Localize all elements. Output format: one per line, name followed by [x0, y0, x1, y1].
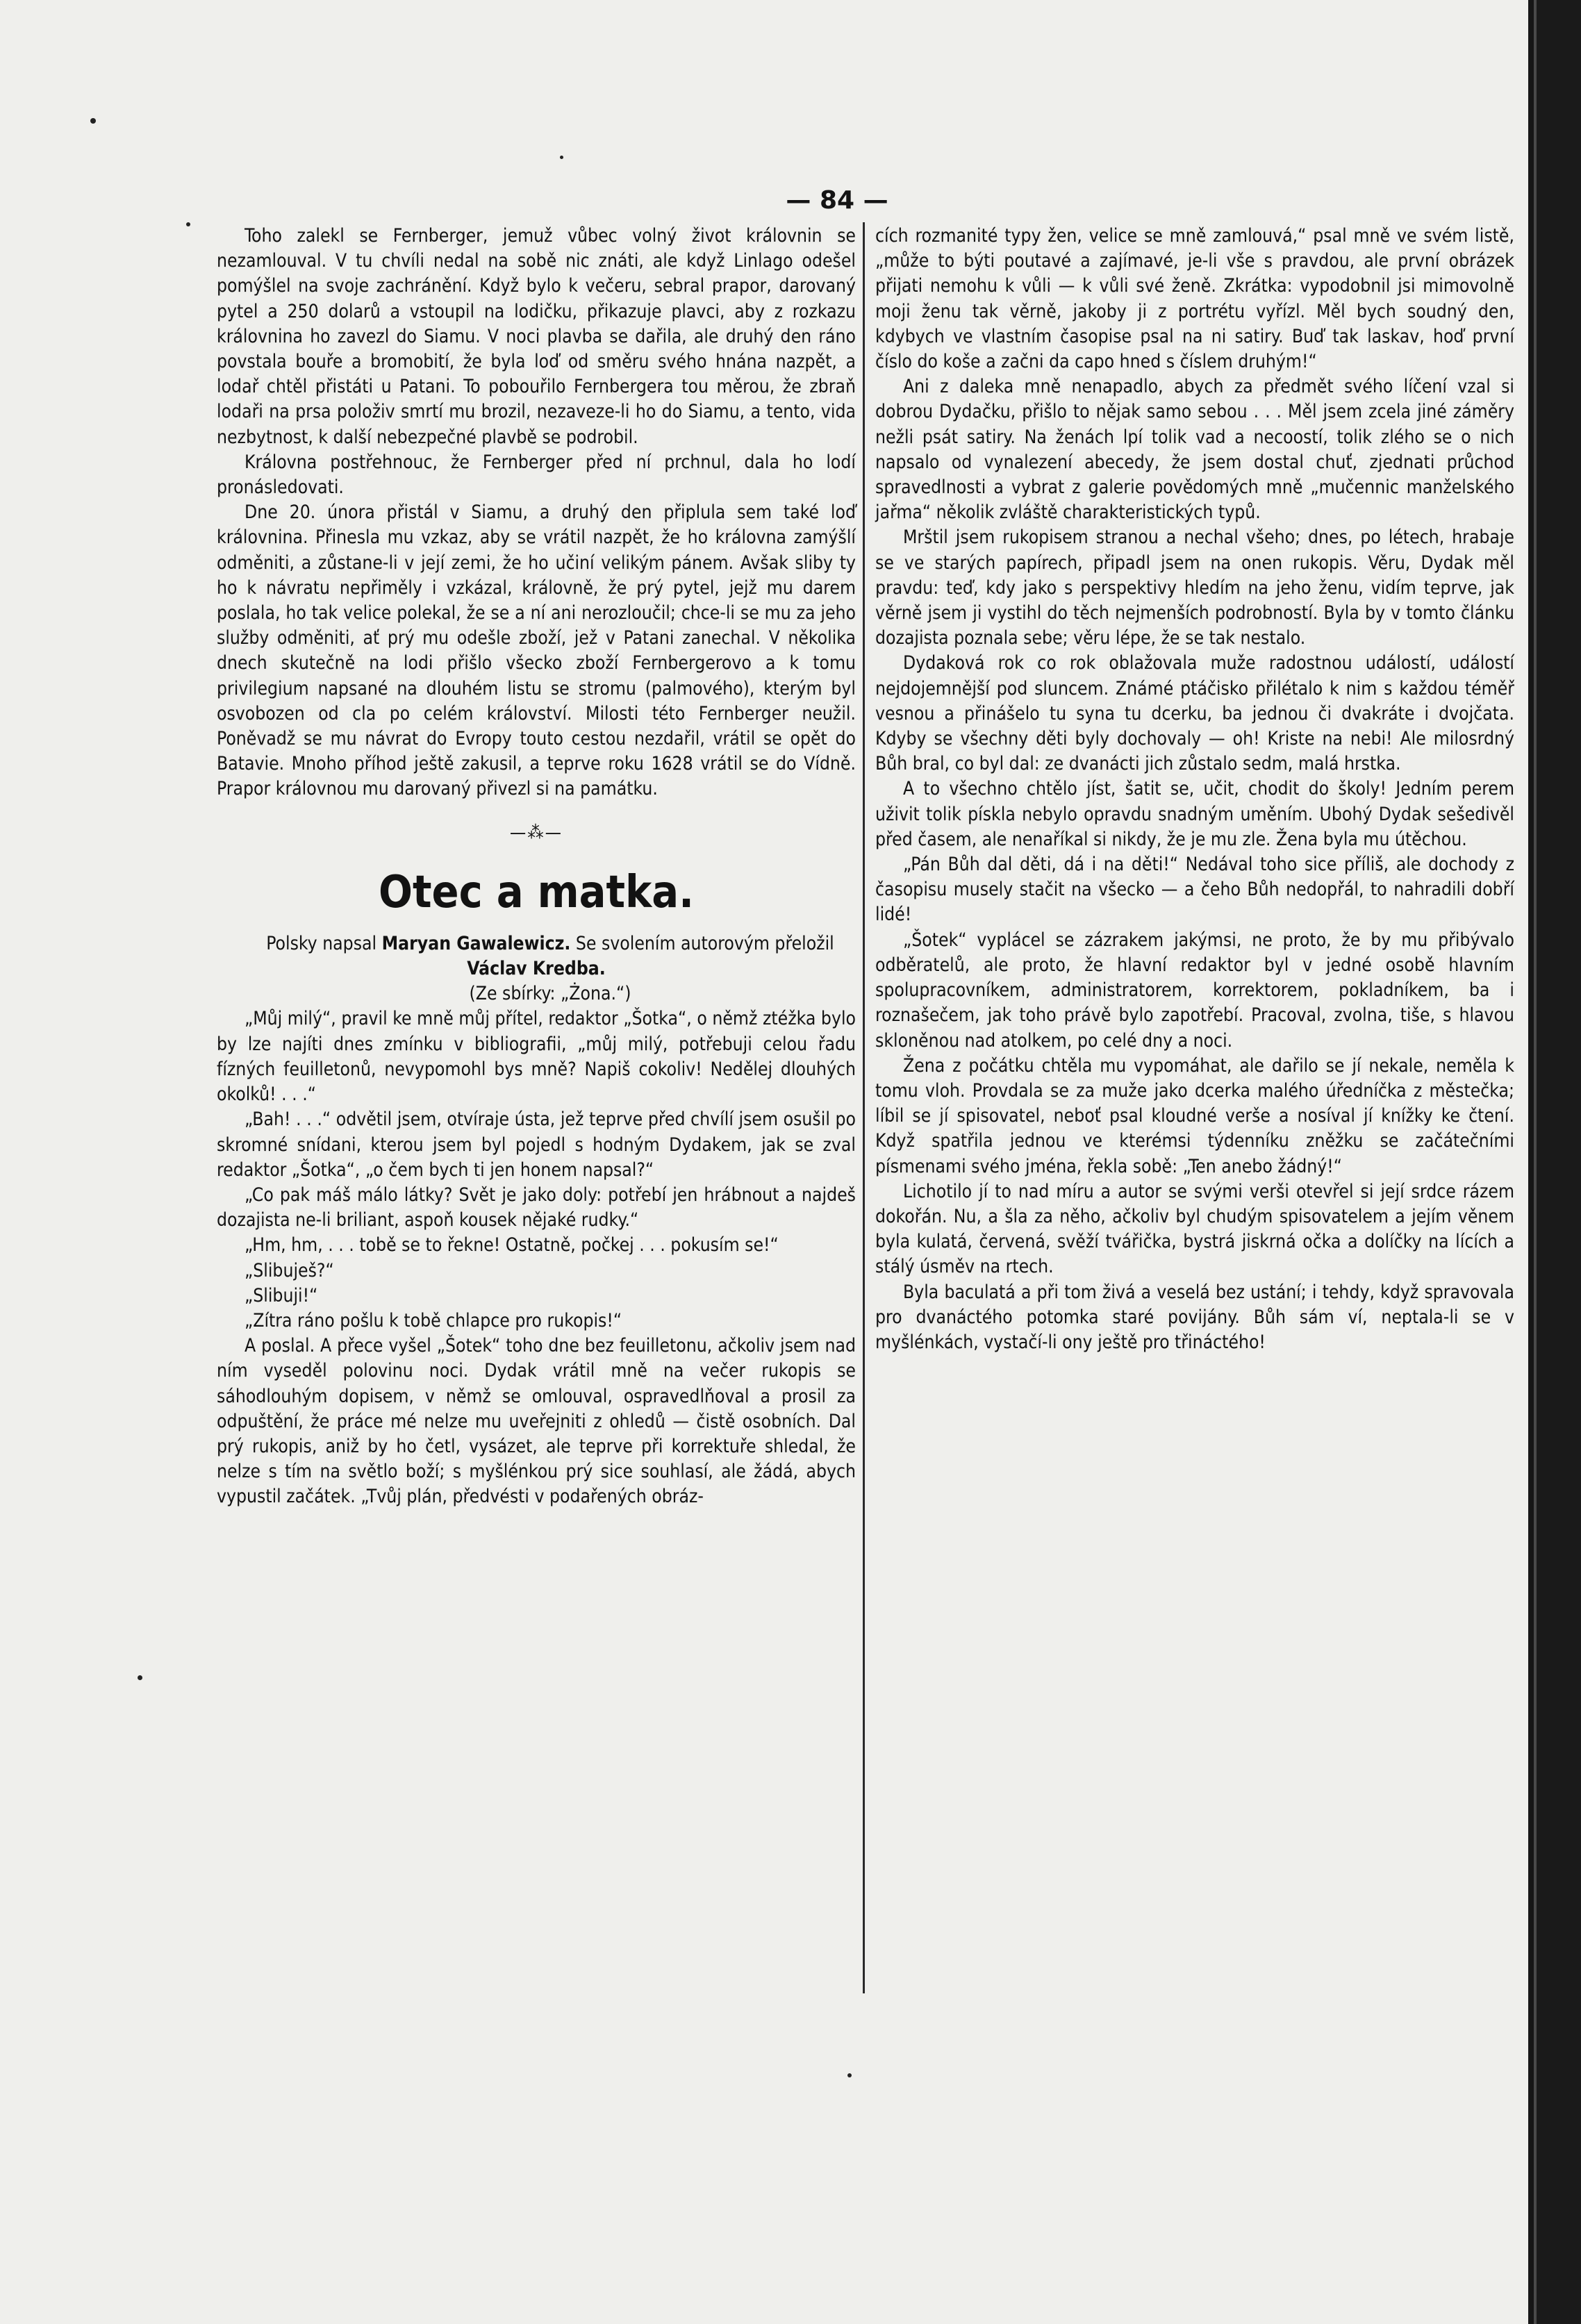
source-note: (Ze sbírky: „Żona.“): [469, 983, 631, 1005]
author-name: Maryan Gawalewicz.: [381, 933, 571, 954]
paragraph: cích rozmanité typy žen, velice se mně zamlouvá,“ psal mně ve svém listě, „může to býti poutavé a zajímavé, je-li vše s pravdou, ale první obrázek přijati nemohu k vůli — k vůli své ženě. Zkrátka: vypodobnil jsi mimovolně moji ženu tak věrně, jakoby ji z portrétu vyřízl. Měl bych soudný den, kdybych ve vlastním časopise psal na ni satiry. Buď tak laskav, hoď první číslo do koše a začni da capo hned s číslem druhým!“: [875, 226, 1514, 373]
paragraph: Ani z daleka mně nenapadlo, abych za předmět svého líčení vzal si dobrou Dydačku, přišlo to nějak samo sebou . . . Měl jsem zcela jiné záměry nežli psát satiry. Na ženách lpí tolik vad a necoostí, tolik zlého se o nich napsalo od vynalezení abecedy, že jsem dostal chuť, zjednati průchod spravedlnosti a vybrat z galerie povědomých mně „mučennic manželského jařma“ několik zvláště charakteristických typů.: [875, 376, 1514, 524]
paragraph: Byla baculatá a při tom živá a veselá bez ustání; i tehdy, když spravovala pro dvanáctého potomka staré povijány. Bůh sám ví, neptala-li se v myšlénkách, vystačí-li ony ještě pro třináctého!: [875, 1281, 1514, 1353]
paragraph: Dne 20. února přistál v Siamu, a druhý den připlula sem také loď královnina. Přinesla mu vzkaz, aby se vrátil nazpět, že ho královna zamýšlí odměniti, a zůstane-li v její zemi, že ho učiní velikým pánem. Avšak sliby ty ho k návratu nepřiměly i vzkázal, královně, že prý pytel, jejž mu darem poslala, ho tak velice polekal, že se a ní ani nerozloučil; chce-li se mu za jeho služby odměniti, ať prý mu odešle zboží, jež v Patani zanechal. V několika dnech skutečně na lodi přišlo všecko zboží Fernbergerovo a k tomu privilegium napsané na dlouhém listu se stromu (palmového), kterým byl osvobozen od cla po celém království. Milosti této Fernberger neužil. Poněvadž se mu návrat do Evropy touto cestou nezdařil, vrátil se opět do Batavie. Mnoho příhod ještě zakusil, a teprve roku 1628 vrátil se do Vídně. Prapor královnou mu darovaný přivezl si na památku.: [217, 502, 856, 800]
paper-speck: [560, 156, 563, 159]
story-paragraph: „Co pak máš málo látky? Svět je jako doly: potřebí jen hrábnout a najdeš dozajista ne-li briliant, aspoň kousek nějaké rudky.“: [217, 1184, 856, 1231]
paragraph: A to všechno chtělo jíst, šatit se, učit, chodit do školy! Jedním perem uživit tolik pískla nebylo opravdu snadným uměním. Ubohý Dydak sešedivěl před časem, ale nenaříkal si nikdy, že je mu zle. Žena byla mu útěchou.: [875, 779, 1514, 850]
paragraph: Dydaková rok co rok oblažovala muže radostnou událostí, událostí nejdojemnější pod sluncem. Známé ptáčisko přilétalo k nim s každou téměř vesnou a přinášelo tu syna tu dcerku, ba jednou či dvakráte i dvojčata. Kdyby se všechny děti byly dochovaly — oh! Kriste na nebi! Ale milosrdný Bůh bral, co byl dal: ze dvanácti jich zůstalo sedm, malá hrstka.: [875, 653, 1514, 775]
paragraph: „Šotek“ vyplácel se zázrakem jakýmsi, ne proto, že by mu přibývalo odběratelů, ale proto, že hlavní redaktor byl v jedné osobě hlavním spolupracovníkem, administratorem, korrektorem, pokladníkem, ba i roznašečem, jak toho právě bylo zapotřebí. Pracoval, zvolna, tiše, s hlavou skloněnou nad atolkem, po celé dny a noci.: [875, 929, 1514, 1052]
story-title: Otec a matka.: [379, 866, 694, 918]
byline-middle: Se svolením autorovým přeložil: [575, 933, 834, 954]
story-paragraph: „Slibuji!“: [245, 1285, 318, 1306]
paper-speck: [90, 118, 96, 124]
paper-speck: [186, 222, 190, 226]
column-divider: [863, 222, 865, 1993]
byline: [217, 931, 856, 981]
paper-speck: [847, 2073, 852, 2077]
paper-speck: [138, 1675, 142, 1680]
story-paragraph: „Můj milý“, pravil ke mně můj přítel, redaktor „Šotka“, o němž ztéžka bylo by lze najíti dnes zmínku v bibliografii, „můj milý, potřebuji celou řadu fízných feuilletonů, nevypomohl bys mně? Napiš cokoliv! Nedělej dlouhých okolků! . . .“: [217, 1009, 856, 1106]
left-column: [217, 224, 856, 1510]
adjacent-page-edge: [1534, 0, 1581, 2324]
paragraph: Žena z počátku chtěla mu vypomáhat, ale dařilo se jí nekale, neměla k tomu vloh. Provdala se za muže jako dcerka malého úředníčka z městečka; líbil se jí spisovatel, neboť psal kloudné verše a nosíval jí knížky ke čtení. Když spatřila jednou ve kterémsi týdenníku zněžku se začátečními písmenami svého jména, řekla sobě: „Ten anebo žádný!“: [875, 1055, 1514, 1177]
paragraph: „Pán Bůh dal děti, dá i na děti!“ Nedával toho sice příliš, ale dochody z časopisu musely stačit na všecko — a čeho Bůh nedopřál, to nahradili dobří lidé!: [875, 854, 1514, 926]
story-paragraph: „Zítra ráno pošlu k tobě chlapce pro rukopis!“: [245, 1310, 622, 1331]
right-column: [875, 224, 1514, 1355]
story-paragraph: „Hm, hm, . . . tobě se to řekne! Ostatně, počkej . . . pokusím se!“: [245, 1235, 779, 1256]
paragraph: Toho zalekl se Fernberger, jemuž vůbec volný život královnin se nezamlouval. V tu chvíli nedal na sobě nic znáti, ale když Linlago odešel pomýšlel na svoje zachránění. Když bylo k večeru, sebral prapor, darovaný pytel a 250 dolarů a vstoupil na lodičku, přikazuje plavci, aby z rozkazu královnina ho zavezl do Siamu. V noci plavba se dařila, ale druhý den ráno povstala bouře a bromobití, že byla loď od směru svého hnána nazpět, a lodař chtěl přistáti u Patani. To pobouřilo Fernbergera tou měrou, že zbraň lodaři na prsa položiv smrtí mu brozil, nezaveze-li ho do Siamu, a tento, vida nezbytnost, k další nebezpečné plavbě se podrobil.: [217, 226, 856, 448]
story-paragraph: A poslal. A přece vyšel „Šotek“ toho dne bez feuilletonu, ačkoliv jsem nad ním vyseděl polovinu noci. Dydak vrátil mně na večer rukopis se sáhodlouhým dopisem, v němž se omlouval, ospravedlňoval a prosil za odpuštění, že práce mé nelze mu uveřejniti z ohledů — čistě osobních. Dal prý rukopis, aniž by ho četl, vysázet, ale teprve při korrektuře shledal, že nelze s tím na světlo boží; s myšlénkou prý sice souhlasí, ale žádá, abych vypustil začátek. „Tvůj plán, předvésti v podařených obráz-: [217, 1336, 856, 1508]
paragraph: Lichotilo jí to nad míru a autor se svými verši otevřel si její srdce rázem dokořán. Nu, a šla za něho, ačkoliv byl chudým spisovatelem a jejím věnem byla kulatá, červená, svěží tvářička, bystrá jiskrná očka a dolíčky na lících a stálý úsměv na rtech.: [875, 1181, 1514, 1278]
paragraph: Mrštil jsem rukopisem stranou a nechal všeho; dnes, po létech, hrabaje se ve starých papírech, připadl jsem na onen rukopis. Věru, Dydak měl pravdu: teď, kdy jako s perspektivy hledím na jeho ženu, vidím teprve, jak věrně jsem ji vystihl do těch nejmenších podrobností. Byla by v tomto článku dozajista poznala sebe; věru lépe, že se tak nestalo.: [875, 527, 1514, 649]
page-number: — 84 —: [786, 186, 888, 215]
section-divider-ornament: —⁂—: [509, 822, 563, 843]
story-paragraph: „Bah! . . .“ odvětil jsem, otvíraje ústa, jež teprve před chvílí jsem osušil po skromné snídani, kterou jsem byl pojedl s hodným Dydakem, jak se zval redaktor „Šotka“, „o čem bych ti jen honem napsal?“: [217, 1109, 856, 1181]
translator-name: Václav Kredba.: [467, 958, 606, 980]
paragraph: Královna postřehnouc, že Fernberger před ní prchnul, dala ho lodí pronásledovati.: [217, 451, 856, 499]
story-paragraph: „Slibuješ?“: [245, 1260, 334, 1281]
byline-prefix: Polsky napsal: [266, 933, 377, 954]
